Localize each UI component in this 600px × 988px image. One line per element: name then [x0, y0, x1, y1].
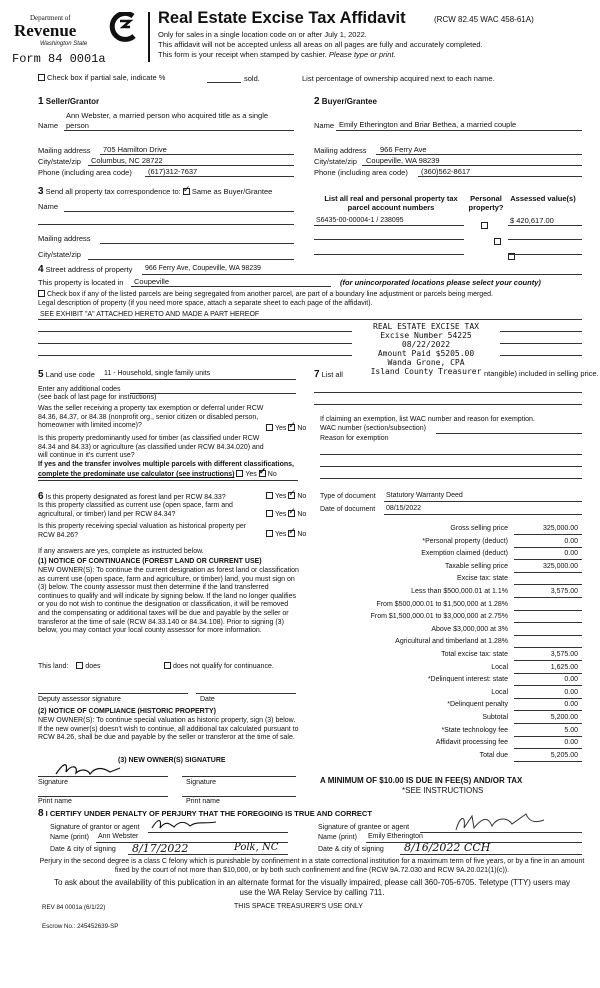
forest-q1: Is this property designated as forest land per RCW 84.33? — [45, 494, 226, 501]
treasurer-stamp — [352, 321, 500, 377]
see-back-note: (see back of last page for instructions) — [38, 394, 157, 401]
street-address-value[interactable]: 966 Ferry Ave, Coupeville, WA 98239 — [145, 265, 261, 272]
tax-row-line — [514, 660, 582, 661]
partial-percent-field[interactable] — [207, 82, 241, 83]
grantee-name-value[interactable]: Emily Etherington — [368, 833, 423, 840]
forest-q1-no-label: No — [297, 493, 307, 500]
forest-q3-yes-label: Yes — [275, 531, 287, 538]
partial-sold-label: sold. — [244, 74, 260, 83]
tax-row-label: *State technology fee — [441, 726, 508, 734]
located-in-value[interactable]: Coupeville — [134, 277, 170, 286]
legal-description-value[interactable]: SEE EXHIBIT "A" ATTACHED HERETO AND MADE A PART HEREOF — [40, 311, 260, 318]
tax-row-label: *Delinquent interest: state — [427, 676, 508, 684]
buyer-city-label: City/state/zip — [314, 157, 357, 166]
same-as-buyer-checkbox[interactable] — [183, 188, 190, 195]
forest-q2-yes-checkbox[interactable] — [266, 510, 273, 517]
tax-row-line — [514, 559, 582, 560]
grantor-date-value[interactable]: 8/17/2022 — [132, 842, 189, 855]
notice-compliance-title: (2) NOTICE OF COMPLIANCE (HISTORIC PROPERTY) — [38, 708, 216, 715]
section-3-number: 3 — [38, 186, 44, 197]
corr-name-label: Name — [38, 202, 59, 211]
segregated-checkbox[interactable] — [38, 290, 45, 297]
type-or-print: Please type or print. — [328, 50, 396, 59]
tax-row-label: Exemption claimed (deduct) — [421, 550, 508, 558]
tax-row-label: From $500,000.01 to $1,500,000 at 1.28% — [376, 600, 508, 608]
personal-property-checkbox-2[interactable] — [494, 238, 501, 245]
exemption-reason-label: Reason for exemption — [320, 435, 389, 442]
tax-row-label: Less than $500,000.01 at 1.1% — [411, 588, 508, 595]
minimum-due-note: A MINIMUM OF $10.00 IS DUE IN FEE(S) AND/OR TAX — [320, 776, 523, 785]
forest-q1-yes-label: Yes — [275, 493, 287, 500]
partial-sale-checkbox[interactable] — [38, 74, 45, 81]
tax-row-value[interactable]: 0.00 — [564, 739, 578, 747]
this-land-row — [38, 662, 101, 670]
tax-row-value[interactable]: 5,200.00 — [550, 714, 578, 721]
buyer-heading-label: Buyer/Grantee — [321, 97, 377, 106]
seller-city-value[interactable]: Columbus, NC 28722 — [91, 156, 163, 165]
forest-q2: Is this property classified as current use (open space, farm and agricultural, or timber) land per RCW 84.34? — [38, 502, 233, 518]
tax-row-value[interactable]: 325,000.00 — [542, 562, 578, 570]
tax-row-value[interactable]: 0.00 — [564, 537, 578, 545]
land-does-label: does — [85, 663, 101, 670]
forest-q3-answer — [266, 530, 306, 538]
q1-no-label: No — [297, 425, 307, 432]
stamp-treasurer-name: Wanda Grone, CPA — [387, 358, 465, 367]
deputy-date-label: Date — [200, 696, 215, 703]
section-8-number: 8 — [38, 808, 44, 819]
doc-date-value[interactable]: 08/15/2022 — [386, 505, 422, 512]
tax-row-line — [514, 723, 582, 724]
tax-row-label: Total due — [479, 751, 508, 759]
new-owner-sig-label-2: Signature — [186, 779, 216, 786]
see-instructions-note: *SEE INSTRUCTIONS — [402, 786, 484, 795]
tax-row-label: *Personal property (deduct) — [422, 537, 508, 545]
notice-compliance-body: NEW OWNER(S): To continue special valuation as historic property, sign (3) below. If the new owner(s) doesn't wish to continue, all additional tax calculated pursuant to RCW 84.26, shall be due and payable by the seller or transferor at the time of sale. — [38, 717, 299, 742]
alternate-format-note: To ask about the availability of this publication in an alternate format for the visually impaired, please call 360-705-6705. Teletype (TTY) users may use the WA Relay Service by calling 711. — [53, 878, 571, 897]
seller-mailing-value[interactable]: 705 Hamilton Drive — [103, 145, 167, 154]
form-revision: REV 84 0001a (6/1/22) — [42, 904, 106, 911]
does-not-qualify-label: does not qualify for continuance. — [173, 663, 274, 670]
tax-row-line — [514, 534, 582, 535]
seller-heading-label: Seller/Grantor — [45, 97, 100, 106]
seller-name-line2[interactable]: person — [66, 121, 89, 130]
header-note-1: Only for sales in a single location code on or after July 1, 2022. — [158, 30, 367, 39]
tax-row-label: *Delinquent penalty — [447, 701, 508, 709]
buyer-city-value[interactable]: Coupeville, WA 98239 — [366, 156, 440, 165]
grantor-name-label: Name (print) — [50, 834, 89, 841]
tax-row-label: Taxable selling price — [444, 562, 508, 570]
grantor-name-value[interactable]: Ann Webster — [98, 833, 139, 840]
new-owner-sig-label-1: Signature — [38, 779, 68, 786]
grantee-signature[interactable] — [452, 810, 548, 834]
revenue-wordmark: Revenue — [14, 21, 77, 40]
tax-row-value[interactable]: 1,625.00 — [550, 663, 578, 671]
personal-col-header: Personal property? — [468, 194, 504, 212]
dept-of: Department of — [30, 14, 71, 22]
tax-row-label: Local — [491, 688, 508, 696]
tax-row-label: Subtotal — [482, 714, 508, 721]
if-any-yes: If any answers are yes, complete as instructed below. — [38, 548, 204, 555]
stamp-amount-paid: Amount Paid $5205.00 — [377, 349, 475, 358]
deputy-assessor-label: Deputy assessor signature — [38, 696, 121, 703]
new-owner-print-label-1: Print name — [38, 798, 72, 805]
seller-phone-label: Phone (including area code) — [38, 168, 132, 177]
partial-sale-label: Check box if partial sale, indicate % — [47, 73, 166, 82]
tax-row-label: Above $3,000,000 at 3% — [431, 625, 508, 633]
buyer-mailing-value[interactable]: 966 Ferry Ave — [380, 145, 427, 154]
grantee-date-label: Date & city of signing — [318, 846, 384, 853]
header-note-3 — [158, 50, 396, 59]
street-address-label: Street address of property — [45, 265, 133, 274]
wac-number-field[interactable] — [436, 433, 582, 434]
q2-yes-checkbox[interactable] — [236, 470, 243, 477]
tax-row-line — [514, 761, 582, 762]
legal-description-label: Legal description of property (if you need more space, attach a separate sheet to each page of the affidavit). — [38, 300, 373, 307]
tax-row-line — [514, 584, 582, 585]
segregated-label: Check box if any of the listed parcels are being segregated from another parcel, are part of a boundary line adjustment or parcels being merged. — [47, 291, 493, 298]
land-does-not-checkbox[interactable] — [164, 662, 171, 669]
predominate-use-label: complete the predominate use calculator (see instructions) — [38, 471, 235, 478]
buyer-name-label: Name — [314, 121, 335, 130]
tax-row-line — [514, 597, 582, 598]
q2-no-label: No — [267, 471, 277, 478]
tax-row-line — [514, 685, 582, 686]
form-title: Real Estate Excise Tax Affidavit — [158, 9, 406, 27]
tax-row-value[interactable]: 0.00 — [564, 688, 578, 696]
tax-row-line — [514, 610, 582, 611]
q1-yes-checkbox[interactable] — [266, 424, 273, 431]
forest-q2-answer — [266, 510, 306, 518]
unincorporated-note: (for unincorporated locations please select your county) — [340, 278, 541, 287]
stamp-excise-number: Excise Number 54225 — [380, 331, 472, 340]
grantee-date-value[interactable]: 8/16/2022 CCH — [404, 841, 491, 854]
parcel-number-1[interactable]: S6435-00-00004-1 / 238095 — [316, 217, 404, 224]
tax-row-label: From $1,500,000.01 to $3,000,000 at 2.75% — [370, 613, 508, 621]
tax-row-value[interactable]: 0.00 — [564, 550, 578, 558]
q2-no-checkbox[interactable] — [259, 470, 266, 477]
personal-property-checkbox-1[interactable] — [481, 222, 488, 229]
stamp-date: 08/22/2022 — [401, 340, 451, 349]
tax-row-line — [514, 698, 582, 699]
tax-row-line — [514, 673, 582, 674]
land-use-label: Land use code — [45, 370, 95, 379]
assessed-value-1[interactable]: $ 420,617.00 — [510, 216, 554, 225]
exemption-deferral-question: Was the seller receiving a property tax exemption or deferral under RCW 84.36, 84.37, or 84.38 (nonprofit org., senior citizen or disabled person, homeowner with limited income)? — [38, 405, 264, 429]
tax-row-value[interactable]: 0.00 — [564, 676, 578, 684]
tax-row-label: Total excise tax: state — [441, 651, 508, 658]
correspondence-row — [38, 186, 272, 197]
q1-yes-no — [266, 424, 306, 432]
multiple-parcels-note: If yes and the transfer involves multiple parcels with different classifications, — [38, 461, 294, 468]
partial-sale-row — [38, 73, 165, 82]
additional-codes-label: Enter any additional codes — [38, 386, 121, 393]
wac-number-label: WAC number (section/subsection) — [320, 425, 426, 432]
personal-list-label-a: List all — [321, 370, 343, 379]
stamp-line-1: REAL ESTATE EXCISE TAX — [373, 322, 479, 331]
seller-name-label: Name — [38, 121, 59, 130]
new-owner-print-label-2: Print name — [186, 798, 220, 805]
escrow-number: Escrow No.: 245452639-SP — [42, 923, 119, 930]
tax-row-label: Agricultural and timberland at 1.28% — [395, 638, 508, 646]
tax-row-line — [514, 622, 582, 623]
predominate-use-note — [38, 470, 277, 478]
land-use-value[interactable]: 11 - Household, single family units — [104, 370, 211, 377]
forest-q1-row — [38, 491, 226, 502]
seller-name-line1: Ann Webster, a married person who acquired title as a single — [66, 111, 269, 120]
located-in-label: This property is located in — [38, 278, 124, 287]
forest-q1-yes-checkbox[interactable] — [266, 492, 273, 499]
section-4-number: 4 — [38, 264, 44, 275]
forest-q3-no-checkbox[interactable] — [288, 530, 295, 537]
forest-q3-yes-checkbox[interactable] — [266, 530, 273, 537]
dor-logo — [8, 10, 143, 65]
forest-q2-no-label: No — [297, 511, 307, 518]
section-2-number: 2 — [314, 96, 320, 107]
timber-agriculture-question: Is this property predominantly used for timber (as classified under RCW 84.34 and 84.33) or agriculture (as classified under RCW 84.34.020) and will continue in it's current use? — [38, 435, 264, 459]
form-citation: (RCW 82.45 WAC 458-61A) — [434, 15, 534, 24]
buyer-name-value[interactable]: Emily Etherington and Briar Bethea, a married couple — [339, 120, 517, 129]
grantor-city-value[interactable]: Polk, NC — [234, 842, 279, 853]
treasurer-use-only: THIS SPACE TREASURER'S USE ONLY — [234, 903, 363, 910]
buyer-mailing-label: Mailing address — [314, 146, 367, 155]
this-land-label: This land: — [38, 663, 69, 670]
segregated-row — [38, 290, 493, 298]
new-owner-signature-title: (3) NEW OWNER(S) SIGNATURE — [118, 757, 226, 764]
tax-row-line — [514, 547, 582, 548]
seller-city-label: City/state/zip — [38, 157, 81, 166]
tax-row-line — [514, 710, 582, 711]
ownership-instruction: List percentage of ownership acquired next to each name. — [302, 74, 495, 83]
tax-row-line — [514, 635, 582, 636]
q2-yes-label: Yes — [245, 471, 257, 478]
street-address-row — [38, 264, 132, 275]
personal-list-label-b: ntangible) included in selling price. — [484, 369, 599, 378]
parcel-col-header: List all real and personal property tax parcel account numbers — [324, 194, 458, 212]
doc-type-label: Type of document — [320, 493, 376, 500]
same-as-buyer-label: Same as Buyer/Grantee — [191, 187, 273, 196]
grantee-sig-label: Signature of grantee or agent — [318, 824, 410, 831]
exemption-question: If claiming an exemption, list WAC number and reason for exemption. — [320, 416, 535, 423]
forest-q1-no-checkbox[interactable] — [288, 492, 295, 499]
personal-property-row — [314, 369, 343, 380]
receipt-note: This form is your receipt when stamped by cashier. — [158, 50, 327, 59]
notice-continuance-title: (1) NOTICE OF CONTINUANCE (FOREST LAND OR CURRENT USE) — [38, 558, 262, 565]
form-number: Form 84 0001a — [12, 52, 106, 66]
grantee-name-label: Name (print) — [318, 834, 357, 841]
buyer-heading — [314, 96, 377, 107]
tax-row-label: Gross selling price — [450, 525, 508, 532]
grantor-sig-label: Signature of grantor or agent — [50, 824, 140, 831]
header-note-2: This affidavit will not be accepted unless all areas on all pages are fully and accurately completed. — [158, 40, 483, 49]
stamp-treasurer-title: Island County Treasurer — [370, 367, 482, 376]
tax-row-line — [514, 647, 582, 648]
notice-continuance-body: NEW OWNER(S): To continue the current designation as forest land or classification as current use (open space, farm and agriculture, or timber) land, you must sign on (3) below. The county assessor must then determine if the land transferred continues to qualify and will indicate by signing below. If the land no longer qualifies or you do not wish to continue the designation or classification, it will be removed and the compensating or additional taxes will be due and payable by the seller or transferor at the time of sale (RCW 84.33.140 or 84.34.108). Prior to signing (3) below, you may contact your local county assessor for more information. — [38, 567, 299, 635]
certify-heading-label: I CERTIFY UNDER PENALTY OF PERJURY THAT THE FOREGOING IS TRUE AND CORRECT — [45, 809, 372, 818]
q1-no-checkbox[interactable] — [288, 424, 295, 431]
seller-phone-value[interactable]: (617)312-7637 — [148, 167, 198, 176]
tax-row-label: Local — [491, 663, 508, 671]
tax-row-value[interactable]: 0.00 — [564, 701, 578, 709]
section-6-number: 6 — [38, 491, 44, 502]
tax-row-label: Affidavit processing fee — [435, 739, 508, 747]
does-not-row — [164, 662, 274, 670]
section-7-number: 7 — [314, 369, 320, 380]
section-5-number: 5 — [38, 369, 44, 380]
tax-row-value[interactable]: 5,205.00 — [550, 751, 578, 759]
doc-type-value[interactable]: Statutory Warranty Deed — [386, 492, 463, 499]
tax-row-value[interactable]: 5.00 — [564, 726, 578, 734]
grantor-date-label: Date & city of signing — [50, 846, 116, 853]
corr-mailing-label: Mailing address — [38, 234, 91, 243]
wa-state: Washington State — [40, 41, 88, 47]
tax-row-value[interactable]: 3,575.00 — [550, 651, 578, 658]
tax-row-value[interactable]: 325,000.00 — [542, 525, 578, 532]
forest-q3-no-label: No — [297, 531, 307, 538]
q1-yes-label: Yes — [275, 425, 287, 432]
tax-row-label: Excise tax: state — [457, 575, 508, 583]
tax-row-value[interactable]: 3,575.00 — [550, 588, 578, 595]
forest-q1-answer — [266, 492, 306, 500]
grantor-signature[interactable] — [150, 816, 220, 832]
forest-q2-no-checkbox[interactable] — [288, 510, 295, 517]
seller-heading — [38, 96, 99, 107]
dor-swoosh-icon — [106, 12, 138, 42]
tax-row-line — [514, 748, 582, 749]
buyer-phone-label: Phone (including area code) — [314, 168, 408, 177]
correspondence-label: Send all property tax correspondence to: — [45, 187, 181, 196]
buyer-phone-value[interactable]: (360)562-8617 — [421, 167, 471, 176]
tax-row-line — [514, 572, 582, 573]
perjury-statement: Perjury in the second degree is a class C felony which is punishable by confinement in a state correctional institution for a maximum term of five years, or by a fine in an amount fixed by the court of not more than $10,000, or by both such confinement and fine (RCW 9A.72.030 and RCW 9A.20.021(1)(c)). — [39, 858, 585, 874]
tax-row-line — [514, 736, 582, 737]
land-use-row — [38, 369, 95, 380]
doc-date-label: Date of document — [320, 506, 376, 513]
assessed-col-header: Assessed value(s) — [510, 194, 576, 203]
forest-q3: Is this property receiving special valuation as historical property per RCW 84.26? — [38, 523, 247, 539]
section-1-number: 1 — [38, 96, 44, 107]
corr-city-label: City/state/zip — [38, 250, 81, 259]
forest-q2-yes-label: Yes — [275, 511, 287, 518]
seller-mailing-label: Mailing address — [38, 146, 91, 155]
land-does-checkbox[interactable] — [76, 662, 83, 669]
